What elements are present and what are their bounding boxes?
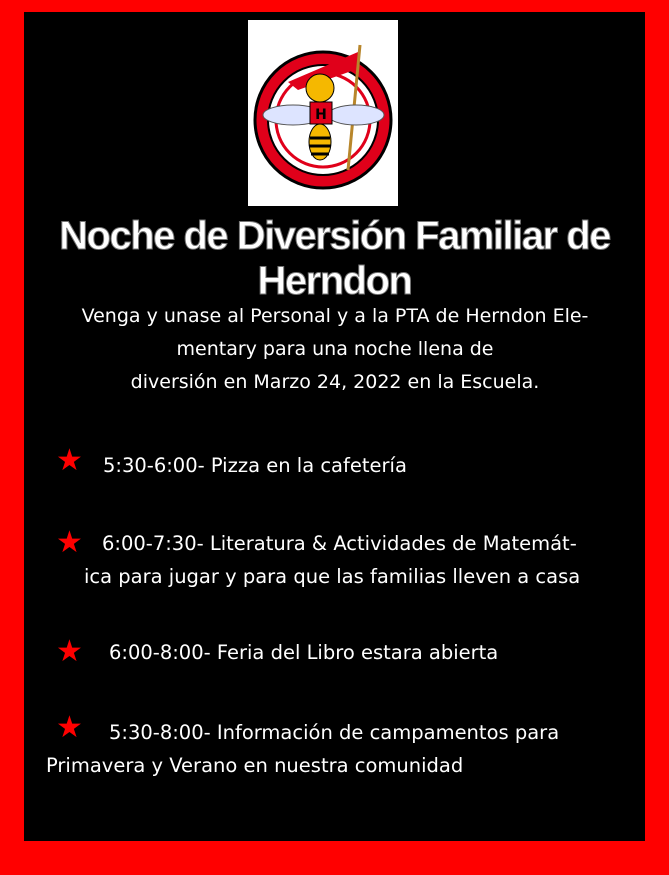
intro-line: Venga y unase al Personal y a la PTA de Herndon Ele-	[81, 305, 589, 327]
schedule-item	[84, 527, 580, 593]
star-bullet-icon: ★	[56, 634, 83, 669]
schedule-item	[109, 636, 498, 669]
intro-paragraph	[40, 300, 630, 399]
flyer-title: Noche de Diversión Familiar de Herndon	[59, 214, 610, 303]
star-bullet-icon: ★	[56, 710, 83, 745]
schedule-item	[103, 449, 407, 482]
intro-line: mentary para una noche llena de	[176, 338, 494, 360]
intro-line: diversión en Marzo 24, 2022 en la Escuela.	[130, 371, 540, 393]
bee-mascot-logo-icon	[248, 20, 398, 206]
school-logo	[248, 20, 398, 206]
schedule-item	[46, 716, 559, 782]
schedule-item-text: 6:00-8:00- Feria del Libro estara abierta	[109, 641, 499, 664]
schedule-item-text: 5:30-8:00- Información de campamentos para	[109, 721, 560, 744]
star-bullet-icon: ★	[56, 443, 83, 478]
star-bullet-icon: ★	[56, 525, 83, 560]
schedule-item-text: 6:00-7:30- Literatura & Actividades de Matemát-	[102, 532, 577, 555]
schedule-item-text: 5:30-6:00- Pizza en la cafetería	[103, 454, 407, 477]
svg-text:H: H	[315, 107, 327, 123]
schedule-item-text: Primavera y Verano en nuestra comunidad	[46, 754, 464, 777]
schedule-item-text: ica para jugar y para que las familias lleven a casa	[84, 565, 581, 588]
